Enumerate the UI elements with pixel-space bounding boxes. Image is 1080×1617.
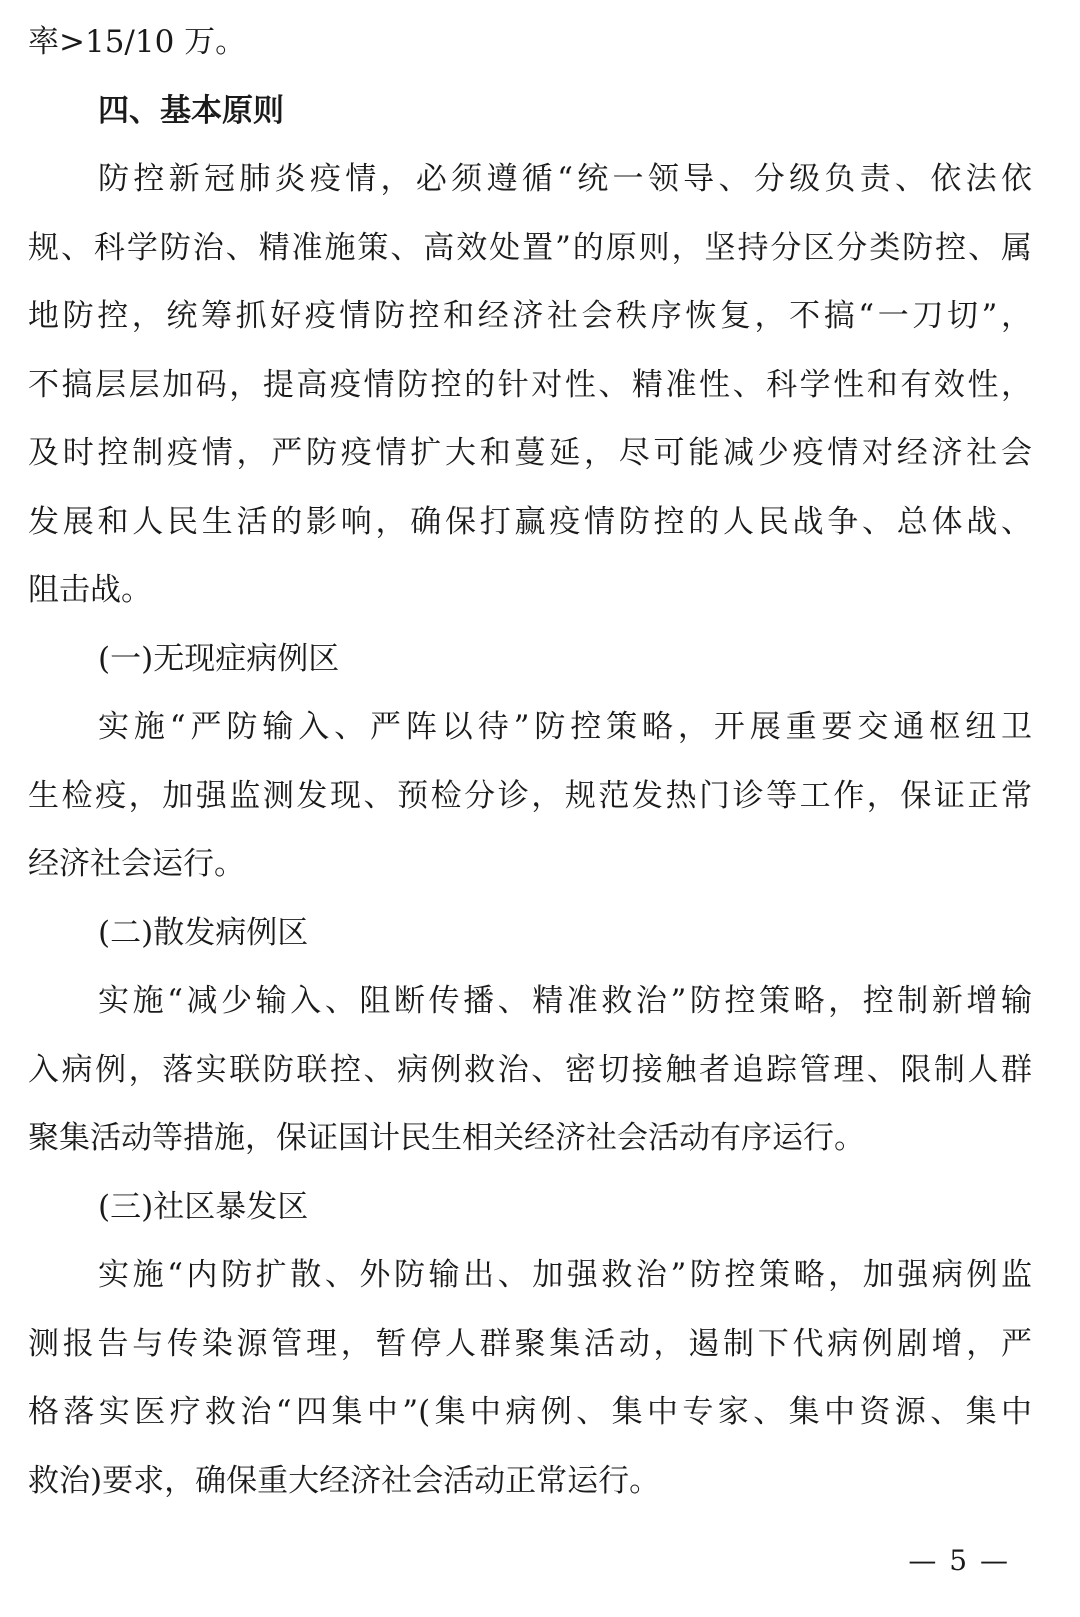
continuation-line: 率>15/10 万。 bbox=[28, 24, 247, 60]
paragraph-line: 经济社会运行。 bbox=[28, 846, 245, 882]
paragraph-line: 地防控，统筹抓好疫情防控和经济社会秩序恢复，不搞“一刀切”， bbox=[28, 298, 1032, 334]
paragraph-line: 及时控制疫情，严防疫情扩大和蔓延，尽可能减少疫情对经济社会 bbox=[28, 435, 1032, 471]
paragraph-line: 防控新冠肺炎疫情，必须遵循“统一领导、分级负责、依法依 bbox=[98, 161, 1032, 197]
paragraph-line: 救治)要求，确保重大经济社会活动正常运行。 bbox=[28, 1462, 661, 1499]
paragraph-line: 实施“严防输入、严阵以待”防控策略，开展重要交通枢纽卫 bbox=[98, 709, 1032, 745]
document-body bbox=[28, 8, 1032, 1515]
subsection-title: (三)社区暴发区 bbox=[98, 1188, 309, 1225]
subsection-sporadic-cases bbox=[28, 899, 1032, 1173]
paragraph-line: 入病例，落实联防联控、病例救治、密切接触者追踪管理、限制人群 bbox=[28, 1051, 1032, 1088]
paragraph-line: 不搞层层加码，提高疫情防控的针对性、精准性、科学性和有效性， bbox=[28, 366, 1032, 403]
section-heading: 四、基本原则 bbox=[98, 92, 284, 129]
paragraph-line: 实施“减少输入、阻断传播、精准救治”防控策略，控制新增输 bbox=[98, 983, 1032, 1019]
paragraph-line: 聚集活动等措施，保证国计民生相关经济社会活动有序运行。 bbox=[28, 1120, 865, 1156]
page-number: — 5 — bbox=[908, 1544, 1010, 1577]
paragraph-line: 测报告与传染源管理，暂停人群聚集活动，遏制下代病例剧增，严 bbox=[28, 1325, 1032, 1362]
subsection-no-cases bbox=[28, 625, 1032, 899]
paragraph-line: 阻击战。 bbox=[28, 572, 152, 608]
principles-paragraph bbox=[28, 145, 1032, 625]
subsection-community-outbreak bbox=[28, 1173, 1032, 1516]
paragraph-line: 发展和人民生活的影响，确保打赢疫情防控的人民战争、总体战、 bbox=[28, 503, 1032, 540]
subsection-title: (一)无现症病例区 bbox=[98, 640, 340, 677]
paragraph-line: 生检疫，加强监测发现、预检分诊，规范发热门诊等工作，保证正常 bbox=[28, 777, 1032, 814]
paragraph-line: 实施“内防扩散、外防输出、加强救治”防控策略，加强病例监 bbox=[98, 1257, 1032, 1293]
subsection-title: (二)散发病例区 bbox=[98, 914, 309, 951]
paragraph-line: 格落实医疗救治“四集中”(集中病例、集中专家、集中资源、集中 bbox=[28, 1394, 1032, 1430]
paragraph-line: 规、科学防治、精准施策、高效处置”的原则，坚持分区分类防控、属 bbox=[28, 229, 1032, 266]
